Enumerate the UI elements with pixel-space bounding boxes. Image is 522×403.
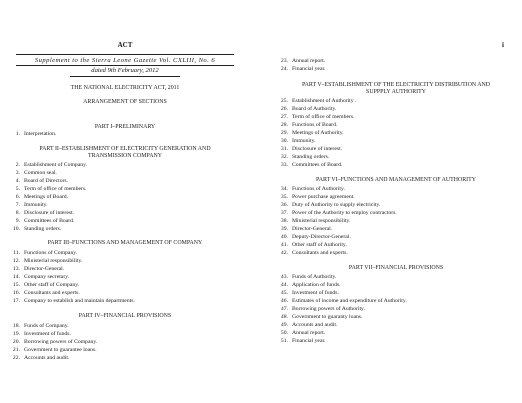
section-title: Financial year. — [292, 66, 326, 72]
part-6-heading: PART VI–FUNCTIONS AND MANAGEMENT OF AUTHORITY — [316, 177, 476, 183]
section-title: Accounts and audit. — [292, 322, 338, 328]
list-item — [8, 266, 64, 272]
section-title: Meetings of Authority. — [292, 130, 344, 136]
section-title: Common seal. — [24, 170, 57, 176]
section-number: 19. — [12, 331, 20, 337]
list-item — [276, 130, 344, 136]
section-title: Meetings of Board. — [24, 194, 69, 200]
list-item — [276, 154, 329, 160]
section-title: Ministerial responsibility. — [24, 258, 83, 264]
section-title: Estimates of income and expenditure of Authority. — [292, 298, 407, 304]
section-number: 47. — [280, 306, 288, 312]
section-title: Disclosure of interest. — [292, 146, 343, 152]
section-title: Other staff of Company. — [24, 282, 80, 288]
list-item — [276, 98, 356, 104]
list-item — [276, 218, 350, 224]
section-title: Funds of Authority. — [292, 274, 337, 280]
section-number: 18. — [12, 323, 20, 329]
section-number: 21. — [12, 347, 20, 353]
list-item — [276, 186, 345, 192]
section-title: Committees of Board. — [24, 218, 75, 224]
section-title: Ministerial responsibility. — [292, 218, 351, 224]
section-number: 24. — [280, 66, 288, 72]
section-number: 17. — [12, 298, 20, 304]
section-number: 46. — [280, 298, 288, 304]
section-number: 45. — [280, 290, 288, 296]
section-number: 49. — [280, 322, 288, 328]
list-item — [276, 322, 337, 328]
list-item — [276, 146, 342, 152]
section-number: 35. — [280, 194, 288, 200]
section-number: 39. — [280, 226, 288, 232]
section-number: 30. — [280, 138, 288, 144]
section-title: Establishment of Authority . — [292, 98, 357, 104]
section-number: 7. — [15, 202, 20, 208]
section-title: Accounts and audit. — [24, 355, 70, 361]
list-item — [8, 331, 71, 337]
section-title: Borrowing powers of Authority. — [292, 306, 365, 312]
dated-line: dated 9th February, 2012 — [91, 67, 159, 74]
list-item — [276, 114, 355, 120]
section-number: 36. — [280, 202, 288, 208]
section-title: Company secretary. — [24, 274, 70, 280]
section-number: 26. — [280, 106, 288, 112]
section-title: Investment of funds. — [292, 290, 339, 296]
list-item — [276, 234, 351, 240]
section-title: Functions of Authority. — [292, 186, 345, 192]
list-item — [8, 210, 74, 216]
list-item — [276, 202, 380, 208]
section-number: 41. — [280, 242, 288, 248]
section-number: 23. — [280, 58, 288, 64]
list-item — [8, 202, 48, 208]
list-item — [276, 298, 407, 304]
list-item — [276, 226, 332, 232]
section-number: 27. — [280, 114, 288, 120]
list-item — [276, 250, 348, 256]
page-number: i — [502, 41, 504, 49]
section-number: 44. — [280, 282, 288, 288]
section-title: Funds of Company. — [24, 323, 69, 329]
section-title: Company to establish and maintain departments. — [24, 298, 135, 304]
section-title: Power purchase agreement. — [292, 194, 355, 200]
section-title: Interpretation. — [24, 131, 57, 137]
section-title: Annual report. — [292, 58, 326, 64]
section-title: Immunity. — [292, 138, 316, 144]
section-number: 11. — [13, 250, 20, 256]
section-number: 10. — [12, 226, 20, 232]
section-title: Director-General. — [24, 266, 65, 272]
act-header: ACT — [117, 41, 133, 49]
section-number: 38. — [280, 218, 288, 224]
list-item — [276, 274, 336, 280]
list-item — [8, 178, 68, 184]
section-title: Government to guaranty loans. — [292, 314, 363, 320]
list-item — [276, 338, 325, 344]
section-title: Establishment of Company. — [24, 162, 87, 168]
list-item — [8, 170, 57, 176]
list-item — [276, 314, 362, 320]
section-number: 14. — [12, 274, 20, 280]
section-number: 25. — [280, 98, 288, 104]
part-5-heading-line2: SUPPPLY AUTHORITY — [366, 89, 426, 95]
list-item — [276, 58, 325, 64]
section-title: Immunity. — [24, 202, 48, 208]
list-item — [8, 218, 74, 224]
section-number: 13. — [12, 266, 20, 272]
section-title: Financial year. — [292, 338, 326, 344]
part-3-heading: PART III–FUNCTIONS AND MANAGEMENT OF COMPANY — [47, 240, 203, 246]
section-number: 4. — [15, 178, 20, 184]
header-rule-middle — [16, 65, 234, 66]
part-5-heading-line1: PART V–ESTABLISHMENT OF THE ELECTRICITY DISTRIBUTION AND — [301, 82, 491, 88]
section-number: 9. — [15, 218, 20, 224]
list-item — [276, 194, 355, 200]
section-number: 29. — [280, 130, 288, 136]
section-number: 33. — [280, 162, 288, 168]
section-title: Committees of Board. — [292, 162, 343, 168]
part-7-heading: PART VII–FINANCIAL PROVISIONS — [348, 265, 444, 271]
list-item — [276, 138, 316, 144]
section-title: Functions of Board. — [292, 122, 338, 128]
section-number: 42. — [280, 250, 288, 256]
section-number: 2. — [15, 162, 20, 168]
header-rule-bottom — [70, 76, 180, 77]
list-item — [276, 210, 397, 216]
list-item — [276, 242, 347, 248]
section-title: Consultants and experts. — [24, 290, 80, 296]
list-item — [8, 194, 68, 200]
list-item — [276, 66, 325, 72]
supplement-line: Supplement to the Sierra Leone Gazette Vol. CXLIII, No. 6 — [34, 57, 216, 64]
list-item — [276, 106, 336, 112]
section-title: Other staff of Authority. — [292, 242, 347, 248]
section-title: Borrowing powers of Company. — [24, 339, 98, 345]
section-number: 32. — [280, 154, 288, 160]
section-title: Duty of Authority to supply electricity. — [292, 202, 381, 208]
section-title: Standing orders. — [292, 154, 330, 160]
part-4-heading: PART IV–FINANCIAL PROVISIONS — [78, 313, 172, 319]
part-2-heading-line1: PART II–ESTABLISHMENT OF ELECTRICITY GENERATION AND — [39, 146, 211, 152]
section-title: Application of funds. — [292, 282, 341, 288]
section-title: Functions of Company. — [24, 250, 78, 256]
header-rule-top — [16, 54, 234, 55]
section-title: Disclosure of interest. — [24, 210, 75, 216]
section-number: 5. — [15, 186, 20, 192]
list-item — [276, 290, 339, 296]
section-number: 31. — [280, 146, 288, 152]
act-title: THE NATIONAL ELECTRICITY ACT, 2011 — [70, 85, 180, 91]
list-item — [276, 122, 337, 128]
section-number: 3. — [15, 170, 20, 176]
section-title: Director-General. — [292, 226, 333, 232]
part-1-heading: PART I–PRELIMINARY — [94, 124, 156, 130]
section-number: 28. — [280, 122, 288, 128]
list-item — [276, 282, 341, 288]
section-number: 48. — [280, 314, 288, 320]
section-title: Term of office of members. — [24, 186, 87, 192]
section-number: 51. — [280, 338, 288, 344]
section-number: 20. — [12, 339, 20, 345]
part-2-heading-line2: TRANSMISSION COMPANY — [88, 153, 162, 159]
section-title: Board of Directors. — [24, 178, 69, 184]
section-title: Annual report. — [292, 330, 326, 336]
section-title: Government to guarantee loans. — [24, 347, 97, 353]
section-number: 8. — [15, 210, 20, 216]
section-number: 22. — [12, 355, 20, 361]
section-number: 16. — [12, 290, 20, 296]
section-title: Standing orders. — [24, 226, 62, 232]
section-title: Consultants and experts. — [292, 250, 348, 256]
list-item — [8, 339, 97, 345]
list-item — [8, 355, 69, 361]
section-number: 40. — [280, 234, 288, 240]
list-item — [8, 323, 69, 329]
list-item — [276, 162, 342, 168]
arrangement-title: ARRANGEMENT OF SECTIONS — [83, 99, 167, 105]
section-title: Board of Authority. — [292, 106, 337, 112]
list-item — [8, 290, 80, 296]
list-item — [8, 274, 69, 280]
section-number: 50. — [280, 330, 288, 336]
section-number: 6. — [15, 194, 20, 200]
section-title: Deputy-Director-General. — [292, 234, 351, 240]
section-title: Investment of funds. — [24, 331, 71, 337]
list-item — [8, 347, 97, 353]
list-item — [8, 250, 77, 256]
section-number: 34. — [280, 186, 288, 192]
list-item — [8, 226, 61, 232]
section-number: 12. — [12, 258, 20, 264]
section-title: Term of office of members. — [292, 114, 355, 120]
list-item — [8, 258, 82, 264]
section-number: 1. — [15, 131, 20, 137]
list-item — [8, 282, 79, 288]
list-item — [8, 162, 87, 168]
section-number: 43. — [280, 274, 288, 280]
section-number: 15. — [12, 282, 20, 288]
list-item — [8, 131, 56, 137]
list-item — [276, 306, 365, 312]
section-title: Power of the Authority to employ contractors. — [292, 210, 397, 216]
list-item — [8, 186, 87, 192]
list-item — [8, 298, 135, 304]
list-item — [276, 330, 325, 336]
section-number: 37. — [280, 210, 288, 216]
